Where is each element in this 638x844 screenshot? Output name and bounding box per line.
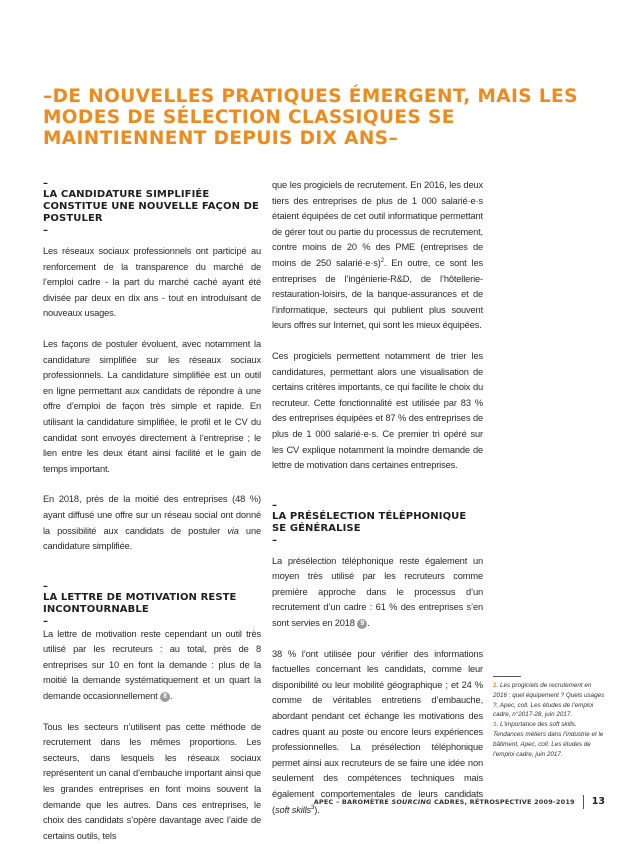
paragraph: Les façons de postuler évoluent, avec notamment la candidature simplifiée sur les réseaux sociaux professionnels. La candidature simplifiée est un outil en ligne permettant aux candidats de répondre à une offre d’emploi de façon très simple et rapide. En utilisant la candidature simplifiée, le profil et le CV du candidat sont envoyés directement à l’entreprise ; le lien entre les deux étant ainsi facilité et le gain de temps important.: [43, 338, 261, 474]
footnote-ref: 3: [311, 804, 315, 811]
section-dash: –: [272, 534, 277, 546]
paragraph: Les réseaux sociaux professionnels ont participé au renforcement de la transparence du marché de l’emploi cadre - la part du marché caché ayant été divisée par deux en dix ans - tout en introduisant de nouveaux usages.: [43, 246, 261, 319]
paragraph: que les progiciels de recrutement. En 2016, les deux tiers des entreprises de plus de 1 000 salarié·e·s étaient équipées de cet outil informatique permettant de gérer tout ou partie du processus de recrutement, contre moins de 20 % des PME (entreprises de moins de 250 salarié·e·s)$^2$. En outre, ce sont les entreprises de l’ingénierie-R&D, de l’hôtellerie-restauration-loisirs, de la banque-assurances et de l’informatique, secteurs qui publient plus souvent leurs offres sur Internet, qui sont les mieux équipées.: [272, 180, 483, 331]
footer-text: APEC – BAROMÈTRE SOURCING CADRES, RÉTROSPECTIVE 2009-2019: [313, 798, 575, 806]
footnote: 2. Les progiciels de recrutement en 2016 : quel équipement ? Quels usages ?, Apec, coll. Les études de l’emploi cadre, n°2017-28, juin 2017.: [493, 682, 605, 719]
page-footer: [314, 795, 605, 809]
paragraph: La lettre de motivation reste cependant un outil très utilisé par les recruteurs : au total, près de 8 entreprises sur 10 en font la demande : plus de la moitié la demande systématiquement et un quart la demande occasionnellement 8 .: [43, 628, 261, 702]
paragraph: Ces progiciels permettent notamment de trier les candidatures, permettant alors une visualisation de certains critères importants, ce qui facilite le choix du recruteur. Cette fonctionnalité est utilisée par 83 % des entreprises équipées et 87 % des entreprises de plus de 1 000 salarié·e·s. Ce premier tri opéré sur les CV explique notamment la moindre demande de lettre de motivation dans certaines entreprises.: [272, 350, 483, 471]
paragraph: 38 % l’ont utilisée pour vérifier des informations factuelles concernant les candidats, comme leur disponibilité ou leur mobilité géographique ; et 24 % comme de véritables entretiens d’embauche, abordant pendant cet échange les motivations des cadres quant au poste ou encore leurs expériences professionnelles. La présélection téléphonique permet ainsi aux recruteurs de se faire une idée non seulement des compétences techniques mais également comportementales de leurs candidats (soft skills$^3$).: [272, 648, 483, 815]
right-column: [272, 178, 483, 818]
section-dash: –: [43, 615, 48, 627]
footnote: 3. L’importance des soft skills. Tendances métiers dans l’industrie et le bâtiment, Apec, coll. Les études de l’emploi cadre, juin 2017.: [493, 721, 604, 758]
paragraph: Tous les secteurs n’utilisent pas cette méthode de recrutement dans les mêmes proportions. Les secteurs, dans lesquels les réseaux sociaux représentent un canal d’embauche important ainsi que les grandes entreprises en font moins souvent la demande que les autres. Dans ces entreprises, le choix des candidats s’opère davantage avec l’aide de certains outils, tels: [43, 721, 261, 841]
paragraph: En 2018, près de la moitié des entreprises (48 %) ayant diffusé une offre sur un réseau social ont donné la possibilité aux candidats de postuler via une candidature simplifiée.: [43, 494, 261, 552]
section-heading-candidature: LA CANDIDATURE SIMPLIFIÉE CONSTITUE UNE NOUVELLE FAÇON DE POSTULER: [43, 189, 259, 224]
footnote-ref: 2: [380, 257, 384, 264]
paragraph: La présélection téléphonique reste également un moyen très utilisé par les recruteurs comme première approche dans le processus d’un recrutement d’un cadre : 61 % des entreprises s’en sont servies en 2018 9 .: [272, 555, 483, 629]
section-heading-lettre: LA LETTRE DE MOTIVATION RESTE INCONTOURNABLE: [43, 591, 237, 615]
footnote-divider: [493, 676, 521, 677]
page-number: 13: [583, 795, 605, 809]
section-dash: –: [272, 499, 277, 511]
section-dash: –: [43, 580, 48, 592]
footnotes: [493, 676, 605, 759]
section-dash: –: [43, 225, 48, 236]
figure-reference-badge: 8: [160, 692, 170, 702]
page-title: –DE NOUVELLES PRATIQUES ÉMERGENT, MAIS LES MODES DE SÉLECTION CLASSIQUES SE MAINTIENNENT DEPUIS DIX ANS–: [43, 86, 578, 149]
section-dash: –: [43, 178, 48, 189]
section-heading-preselection: LA PRÉSÉLECTION TÉLÉPHONIQUE SE GÉNÉRALISE: [272, 510, 467, 534]
left-column: [43, 178, 261, 844]
figure-reference-badge: 9: [357, 619, 367, 629]
